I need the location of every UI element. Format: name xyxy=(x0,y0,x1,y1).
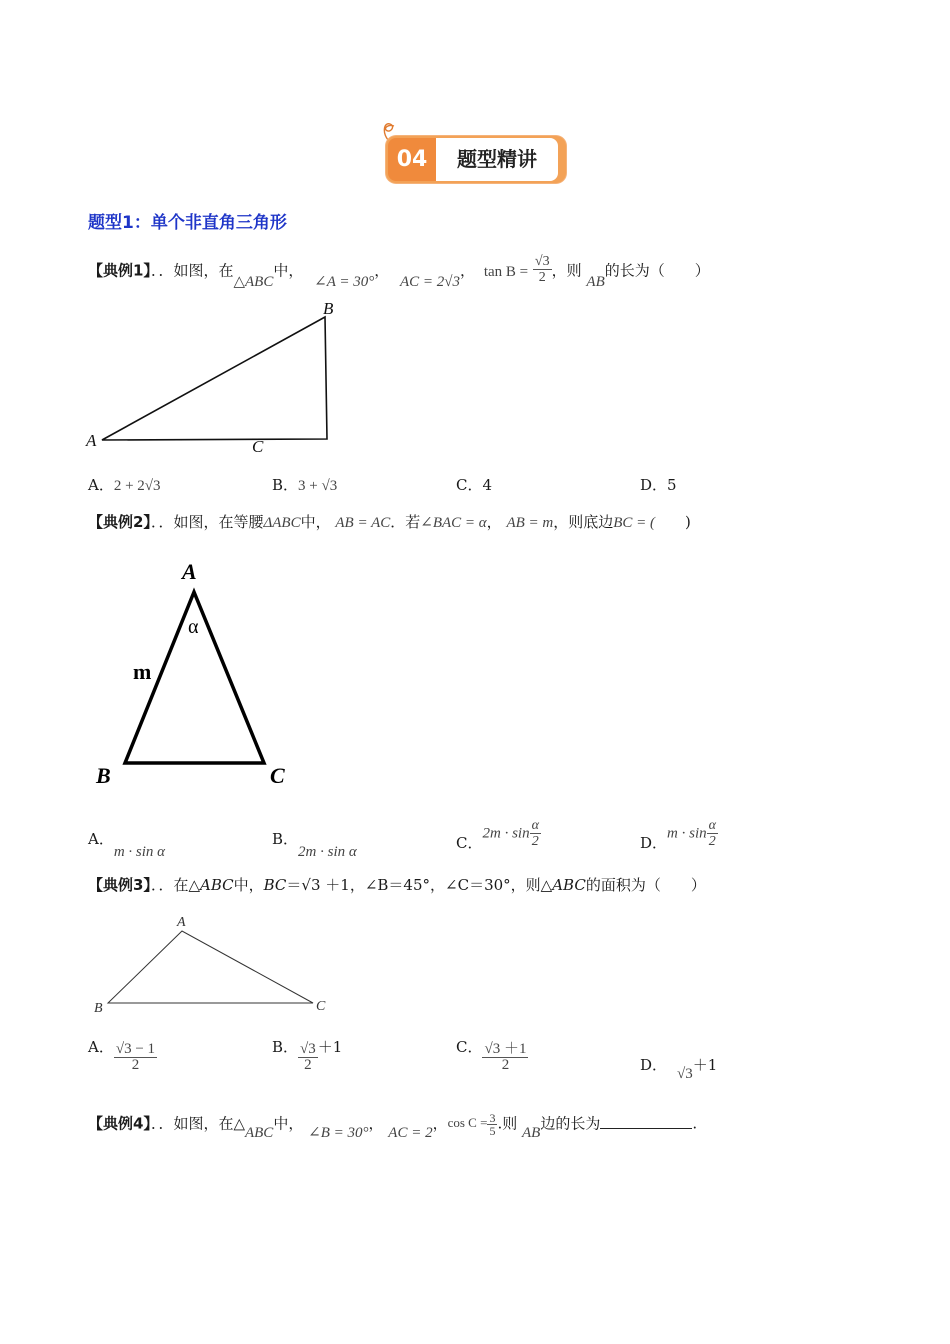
ex1-option-d[interactable] xyxy=(640,474,677,495)
ex2-mid: 中， xyxy=(300,513,331,531)
ex1-triangle-shape xyxy=(102,317,327,440)
ex1-tan-frac xyxy=(533,254,552,285)
section-title: 题型1：单个非直角三角形 xyxy=(88,213,287,233)
ex3-option-b-den: 2 xyxy=(304,1057,312,1073)
ex2-cond2: ∠BAC = α xyxy=(420,515,487,531)
ex3-option-b-num: √3 xyxy=(300,1041,316,1057)
ex1-tan: tan B = xyxy=(483,263,529,280)
ex2-option-a-letter: A． xyxy=(88,830,114,848)
ex3-abc2: ABC xyxy=(552,876,586,894)
ex1-triangle: △ABC xyxy=(233,273,274,290)
ex3-option-a[interactable] xyxy=(88,1037,157,1073)
ex3-eq: ＝ xyxy=(286,876,302,894)
ex2-option-d-letter: D． xyxy=(640,833,668,852)
ex3-option-a-letter: A． xyxy=(88,1037,114,1056)
example-1-question xyxy=(88,254,710,290)
example-3-question xyxy=(88,874,706,895)
badge-tip xyxy=(558,146,566,173)
ex3-triangle-shape xyxy=(108,931,313,1003)
ex1-triangle-figure xyxy=(80,295,350,460)
ex1-option-b-letter: B． xyxy=(272,476,299,494)
ex4-abc: ABC xyxy=(244,1124,274,1141)
ex2-label-a: A xyxy=(182,559,197,584)
ex2-option-a[interactable] xyxy=(88,828,166,860)
ex4-lead: ．．如图，在△ xyxy=(150,1114,245,1133)
ex4-ab: AB xyxy=(522,1124,541,1141)
ex4-tail: 边的长为 xyxy=(540,1114,601,1133)
ex3-option-c-letter: C． xyxy=(456,1037,483,1056)
ex1-sep1: ， xyxy=(374,261,390,280)
ex2-label-m: m xyxy=(133,659,152,684)
ex4-end: . xyxy=(692,1114,698,1133)
ex3-option-c-num: √3 ＋1 xyxy=(484,1041,527,1057)
ex1-tail: 的长为（ ） xyxy=(604,261,710,280)
ex4-ac: AC = 2 xyxy=(388,1124,433,1141)
ex1-then: ，则 xyxy=(551,261,582,280)
ex3-abc: ABC xyxy=(199,876,234,894)
ex3-option-b-frac xyxy=(298,1042,318,1073)
ex1-option-a[interactable] xyxy=(88,474,161,495)
ex1-sep2: ， xyxy=(460,261,476,280)
ex3-bc: BC xyxy=(263,876,287,894)
ex2-option-c-den: 2 xyxy=(531,834,539,849)
ex2-bc: BC = ( xyxy=(613,515,656,531)
ex4-sep2: ， xyxy=(432,1114,448,1133)
ex3-triangle-figure xyxy=(88,910,338,1020)
ex3-option-c-den: 2 xyxy=(501,1057,510,1073)
ex1-lead: ．．如图，在 xyxy=(150,261,234,280)
ex2-lead: ．．如图，在等腰 xyxy=(150,513,264,531)
ex1-option-d-letter: D． xyxy=(640,476,668,494)
badge-title: 题型精讲 xyxy=(436,138,558,181)
ex2-label-b: B xyxy=(96,763,111,788)
ex2-cond3: AB = m xyxy=(506,515,554,531)
ex1-tan-den: 2 xyxy=(538,270,546,285)
ex2-sep: ， xyxy=(486,513,502,531)
ex2-label-c: C xyxy=(270,763,285,788)
ex3-option-b[interactable] xyxy=(272,1037,343,1073)
ex4-mid: 中， xyxy=(273,1114,304,1133)
ex1-tan-num: √3 xyxy=(534,254,550,269)
ex2-option-c-letter: C． xyxy=(456,833,483,852)
ex1-mid: 中， xyxy=(273,261,304,280)
ex2-option-d-den: 2 xyxy=(708,834,716,849)
ex2-option-d-pre: m · sin xyxy=(667,825,707,842)
ex3-option-a-den: 2 xyxy=(131,1057,140,1073)
ex1-option-a-value: 2 + 2√3 xyxy=(113,478,161,494)
ex3-option-b-post: ＋1 xyxy=(317,1037,343,1056)
ex3-c: ∠C＝30°， xyxy=(445,876,526,894)
ex2-option-d-num: α xyxy=(708,818,716,833)
ex3-lead: ．．在△ xyxy=(150,876,200,894)
ex2-cond1: AB = AC xyxy=(335,515,391,531)
ex2-option-c-frac xyxy=(530,818,541,849)
ex1-label-c: C xyxy=(252,437,264,456)
ex3-option-b-letter: B． xyxy=(272,1037,299,1056)
example-1-label: 【典例1】 xyxy=(88,261,151,280)
ex1-option-c-value: 4 xyxy=(482,476,493,494)
ex1-angle-a: ∠A = 30° xyxy=(314,273,375,290)
ex4-cos: cos C = xyxy=(447,1114,488,1130)
ex2-option-c-num: α xyxy=(531,818,539,833)
example-4-question xyxy=(88,1111,698,1141)
ex1-ab: AB xyxy=(586,273,605,290)
ex2-tail1: ，则底边 xyxy=(553,513,614,531)
example-3-label: 【典例3】 xyxy=(88,876,151,894)
ex3-option-c-frac xyxy=(482,1042,528,1073)
ex2-option-c-pre: 2m · sin xyxy=(482,825,530,842)
ex2-tail2: ) xyxy=(655,513,691,531)
ex1-label-a: A xyxy=(86,431,97,450)
ex2-option-c[interactable] xyxy=(456,818,541,852)
ex4-angle-b: ∠B = 30° xyxy=(308,1124,369,1141)
badge-number: 04 xyxy=(388,138,436,181)
ex3-option-a-num: √3 − 1 xyxy=(115,1041,156,1057)
ex4-cos-num: 3 xyxy=(489,1111,496,1125)
ex3-tail2: 的面积为（ ） xyxy=(585,876,706,894)
ex3-label-a: A xyxy=(177,915,186,930)
ex3-option-a-frac xyxy=(114,1042,157,1073)
ex4-cos-den: 5 xyxy=(489,1124,496,1138)
ex4-answer-blank[interactable] xyxy=(600,1114,692,1129)
ex1-option-c[interactable] xyxy=(456,474,492,495)
ex1-ac: AC = 2√3 xyxy=(400,273,461,290)
ex1-option-a-letter: A． xyxy=(88,476,114,494)
ex4-sep1: ， xyxy=(368,1114,384,1133)
ex1-option-b-value: 3 + √3 xyxy=(298,478,338,494)
example-2-label: 【典例2】 xyxy=(88,513,151,531)
ex3-label-b: B xyxy=(94,1001,103,1016)
ex3-option-d-post: ＋1 xyxy=(692,1056,718,1074)
ex3-option-d[interactable] xyxy=(640,1054,718,1082)
ex2-label-alpha: α xyxy=(188,616,199,638)
example-4-label: 【典例4】 xyxy=(88,1114,151,1133)
ex1-label-b: B xyxy=(323,299,334,318)
ex2-dot: ．若 xyxy=(390,513,421,531)
ex3-option-d-letter: D． xyxy=(640,1056,668,1074)
ex4-then: .则 xyxy=(497,1114,518,1133)
ex2-option-b-value: 2m · sin α xyxy=(298,844,357,860)
ex2-option-a-value: m · sin α xyxy=(113,844,166,860)
ex2-triangle-figure xyxy=(90,555,300,795)
ex2-triangle: ΔABC xyxy=(263,515,301,531)
ex3-label-c: C xyxy=(316,999,326,1014)
ex2-option-b[interactable] xyxy=(272,828,357,860)
ex1-option-b[interactable] xyxy=(272,474,337,495)
ex2-option-b-letter: B． xyxy=(272,830,299,848)
example-2-question xyxy=(88,511,691,532)
ex3-mid: 中， xyxy=(233,876,264,894)
ex1-option-c-letter: C． xyxy=(456,476,483,494)
ex2-option-d-frac xyxy=(707,818,718,849)
ex3-tail1: 则△ xyxy=(525,876,553,894)
ex2-option-d[interactable] xyxy=(640,818,718,852)
ex3-option-d-pre: √3 xyxy=(677,1066,693,1082)
ex4-cos-frac xyxy=(487,1112,497,1137)
ex3-b: ∠B＝45°， xyxy=(364,876,446,894)
ex1-option-d-value: 5 xyxy=(667,476,677,494)
ex3-val: √3 ＋1， xyxy=(301,876,365,894)
ex3-option-c[interactable] xyxy=(456,1037,528,1073)
